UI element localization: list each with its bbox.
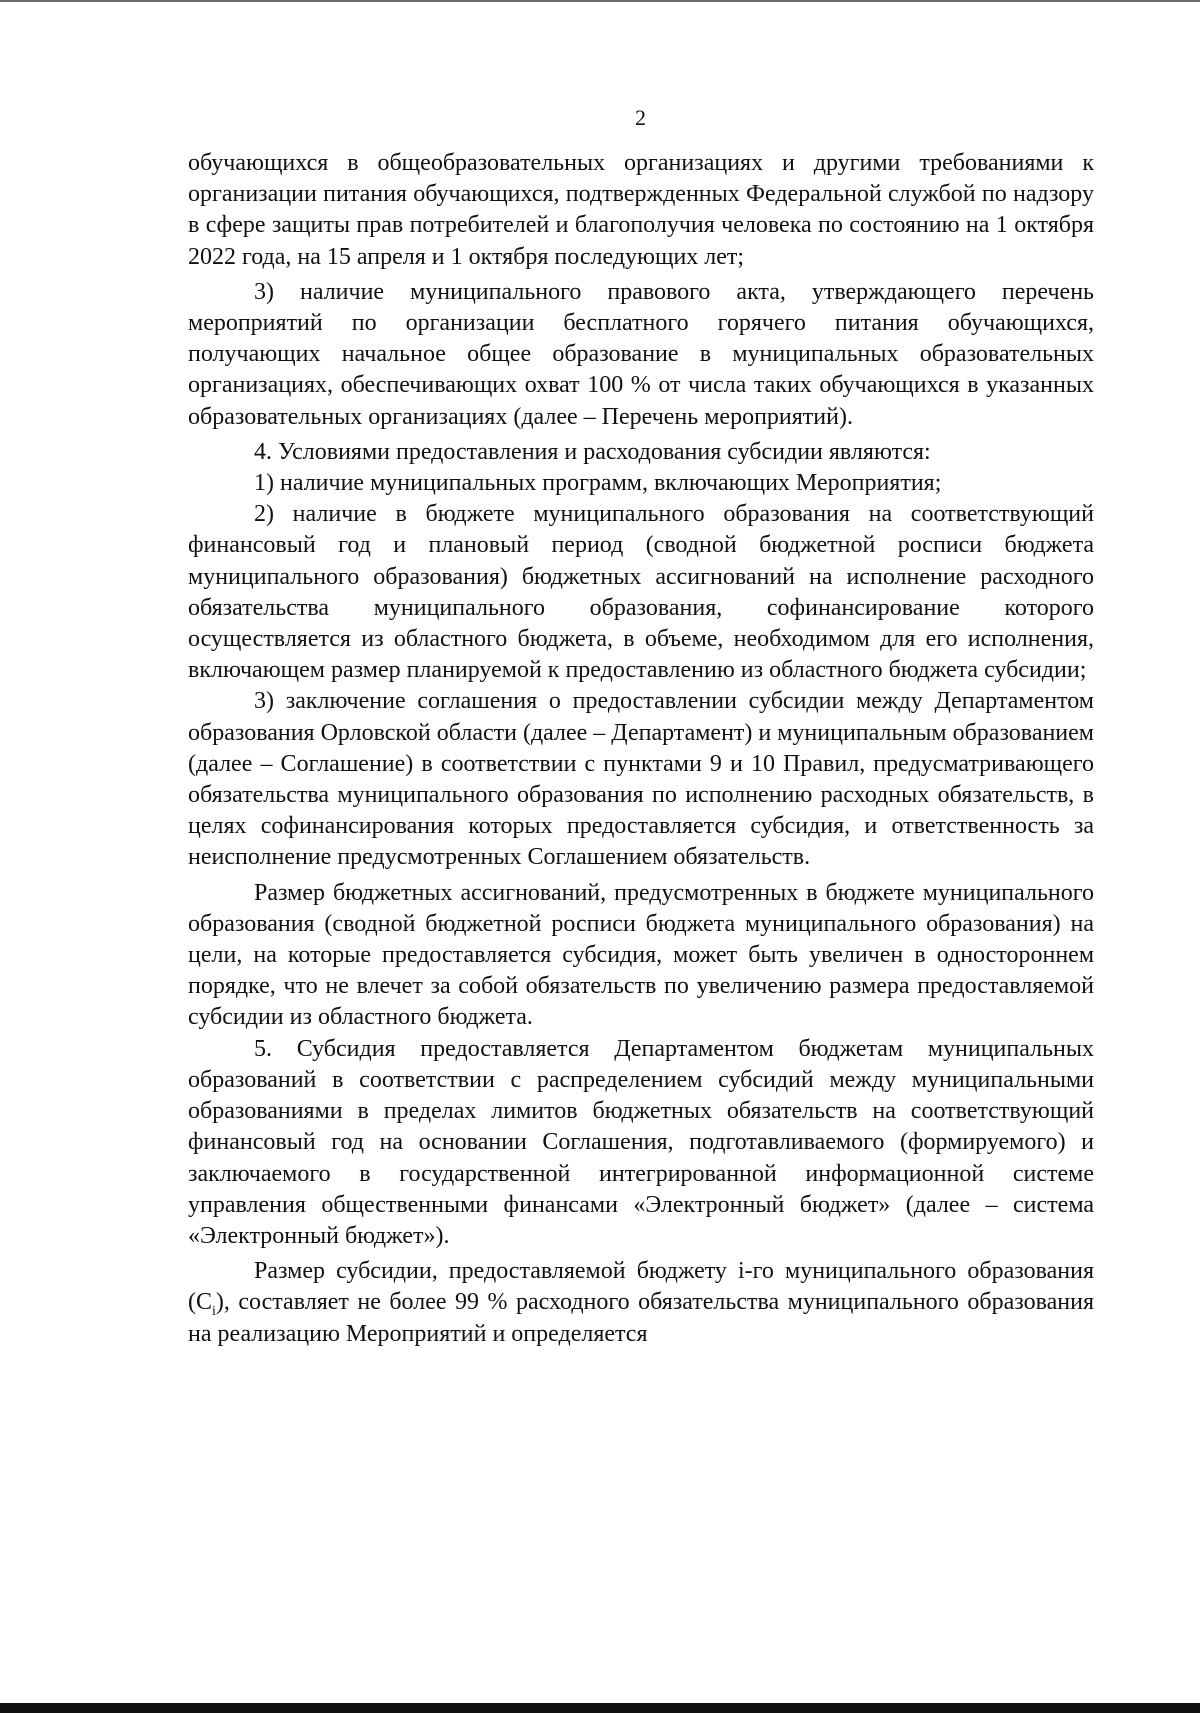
paragraph-9 bbox=[188, 1256, 1094, 1350]
page-number: 2 bbox=[635, 105, 646, 130]
paragraph-9-part-1: Размер субсидии, предоставляемой бюджету i-го муниципального образования (C bbox=[188, 1258, 1094, 1316]
subscript-i: i bbox=[212, 1304, 216, 1320]
paragraph-8: 5. Субсидия предоставляется Департаментом бюджетам муниципальных образований в соответствии с распределением субсидий между муниципальными образованиями в пределах лимитов бюджетных обязательств на соответствующий финансовый год на основании Соглашения, подготавливаемого (формируемого) и заключаемого в государственной интегрированной информационной системе управления общественными финансами «Электронный бюджет» (далее – система «Электронный бюджет»). bbox=[188, 1035, 1094, 1249]
paragraph-7: Размер бюджетных ассигнований, предусмотренных в бюджете муниципального образования (сводной бюджетной росписи бюджета муниципального образования) на цели, на которые предоставляется субсидия, может быть увеличен в одностороннем порядке, что не влечет за собой обязательств по увеличению размера предоставляемой субсидии из областного бюджета. bbox=[188, 879, 1094, 1031]
paragraph-5: 2) наличие в бюджете муниципального образования на соответствующий финансовый год и плановый период (сводной бюджетной росписи бюджета муниципального образования) бюджетных ассигнований на исполнение расходного обязательства муниципального образования, софинансирование которого осуществляется из областного бюджета, в объеме, необходимом для его исполнения, включающем размер планируемой к предоставлению из областного бюджета субсидии; bbox=[188, 501, 1094, 684]
paragraph-1: обучающихся в общеобразовательных организациях и другими требованиями к организации питания обучающихся, подтвержденных Федеральной службой по надзору в сфере защиты прав потребителей и благополучия человека по состоянию на 1 октября 2022 года, на 15 апреля и 1 октября последующих лет; bbox=[188, 150, 1094, 270]
scan-bottom-edge bbox=[0, 1703, 1200, 1713]
paragraph-2: 3) наличие муниципального правового акта, утверждающего перечень мероприятий по организации бесплатного горячего питания обучающихся, получающих начальное общее образование в муниципальных образовательных организациях, обеспечивающих охват 100 % от числа таких обучающихся в указанных образовательных организациях (далее – Перечень мероприятий). bbox=[188, 278, 1094, 430]
paragraph-4: 1) наличие муниципальных программ, включающих Мероприятия; bbox=[254, 470, 942, 497]
scan-top-edge bbox=[0, 0, 1200, 2]
paragraph-9-part-2: ), составляет не более 99 % расходного обязательства муниципального образования на реализацию Мероприятий и определяется bbox=[188, 1289, 1094, 1347]
paragraph-3: 4. Условиями предоставления и расходования субсидии являются: bbox=[254, 438, 931, 465]
paragraph-6: 3) заключение соглашения о предоставлении субсидии между Департаментом образования Орловской области (далее – Департамент) и муниципальным образованием (далее – Соглашение) в соответствии с пунктами 9 и 10 Правил, предусматривающего обязательства муниципального образования по исполнению расходных обязательств, в целях софинансирования которых предоставляется субсидия, и ответственность за неисполнение предусмотренных Соглашением обязательств. bbox=[188, 688, 1094, 871]
document-body bbox=[188, 148, 1094, 1350]
